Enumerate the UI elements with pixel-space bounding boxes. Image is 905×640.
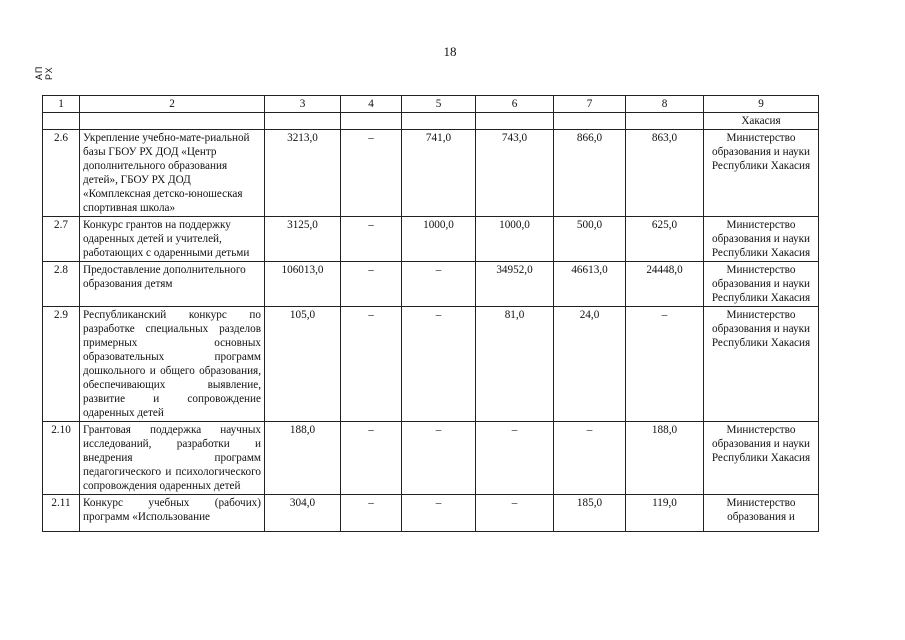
header-cell: 2: [80, 96, 265, 113]
value-cell: 105,0: [265, 307, 341, 422]
table-cell: [265, 113, 341, 130]
value-cell: –: [341, 495, 402, 532]
value-cell: 863,0: [626, 130, 704, 217]
header-row: [43, 96, 819, 113]
value-cell: 34952,0: [476, 262, 554, 307]
side-mark: АП РХ: [34, 65, 54, 80]
row-number: 2.6: [43, 130, 80, 217]
continuation-row: [43, 113, 819, 130]
table-row: [43, 130, 819, 217]
header-cell: 1: [43, 96, 80, 113]
org-cell: Хакасия: [704, 113, 819, 130]
value-cell: 188,0: [626, 422, 704, 495]
value-cell: 119,0: [626, 495, 704, 532]
table-cell: [626, 113, 704, 130]
value-cell: –: [626, 307, 704, 422]
value-cell: –: [341, 217, 402, 262]
org-cell: Министерство образования и: [704, 495, 819, 532]
value-cell: 3213,0: [265, 130, 341, 217]
org-cell: Министерство образования и науки Республики Хакасия: [704, 217, 819, 262]
row-description: Укрепление учебно-мате-риальной базы ГБОУ РХ ДОД «Центр дополнительного образования детей», ГБОУ РХ ДОД «Комплексная детско-юношеская спортивная школа»: [80, 130, 265, 217]
value-cell: 24,0: [554, 307, 626, 422]
row-number: 2.10: [43, 422, 80, 495]
value-cell: –: [402, 262, 476, 307]
value-cell: –: [402, 495, 476, 532]
value-cell: –: [476, 495, 554, 532]
row-number: 2.11: [43, 495, 80, 532]
value-cell: 188,0: [265, 422, 341, 495]
org-cell: Министерство образования и науки Республики Хакасия: [704, 262, 819, 307]
value-cell: –: [402, 422, 476, 495]
row-number: 2.7: [43, 217, 80, 262]
header-cell: 9: [704, 96, 819, 113]
header-cell: 4: [341, 96, 402, 113]
table-row: [43, 262, 819, 307]
value-cell: 743,0: [476, 130, 554, 217]
value-cell: 24448,0: [626, 262, 704, 307]
value-cell: 46613,0: [554, 262, 626, 307]
row-description: Предоставление дополнительного образования детям: [80, 262, 265, 307]
value-cell: –: [476, 422, 554, 495]
value-cell: 3125,0: [265, 217, 341, 262]
value-cell: –: [402, 307, 476, 422]
value-cell: 866,0: [554, 130, 626, 217]
value-cell: –: [341, 307, 402, 422]
value-cell: 741,0: [402, 130, 476, 217]
header-cell: 7: [554, 96, 626, 113]
table-row: [43, 422, 819, 495]
table-cell: [80, 113, 265, 130]
value-cell: –: [341, 422, 402, 495]
value-cell: 500,0: [554, 217, 626, 262]
value-cell: 106013,0: [265, 262, 341, 307]
page-number: 18: [443, 44, 457, 59]
value-cell: 304,0: [265, 495, 341, 532]
value-cell: 81,0: [476, 307, 554, 422]
header-cell: 5: [402, 96, 476, 113]
table-cell: [43, 113, 80, 130]
value-cell: –: [341, 130, 402, 217]
value-cell: 1000,0: [476, 217, 554, 262]
table-row: [43, 217, 819, 262]
row-description: Конкурс учебных (рабочих) программ «Использование: [80, 495, 265, 532]
row-number: 2.8: [43, 262, 80, 307]
row-description: Республиканский конкурс по разработке специальных разделов примерных основных образовательных программ дошкольного и общего образования, обеспечивающих выявление, развитие и сопровождение одаренных детей: [80, 307, 265, 422]
header-cell: 6: [476, 96, 554, 113]
table-cell: [402, 113, 476, 130]
value-cell: 625,0: [626, 217, 704, 262]
row-description: Грантовая поддержка научных исследований, разработки и внедрения программ педагогического и психологического сопровождения одаренных детей: [80, 422, 265, 495]
table-cell: [554, 113, 626, 130]
value-cell: 1000,0: [402, 217, 476, 262]
org-cell: Министерство образования и науки Республики Хакасия: [704, 307, 819, 422]
table-cell: [476, 113, 554, 130]
org-cell: Министерство образования и науки Республики Хакасия: [704, 130, 819, 217]
value-cell: 185,0: [554, 495, 626, 532]
row-number: 2.9: [43, 307, 80, 422]
header-cell: 8: [626, 96, 704, 113]
table-cell: [341, 113, 402, 130]
budget-table: [42, 95, 819, 532]
value-cell: –: [341, 262, 402, 307]
org-cell: Министерство образования и науки Республики Хакасия: [704, 422, 819, 495]
table-row: [43, 307, 819, 422]
table-row: [43, 495, 819, 532]
row-description: Конкурс грантов на поддержку одаренных детей и учителей, работающих с одаренными детьми: [80, 217, 265, 262]
value-cell: –: [554, 422, 626, 495]
header-cell: 3: [265, 96, 341, 113]
